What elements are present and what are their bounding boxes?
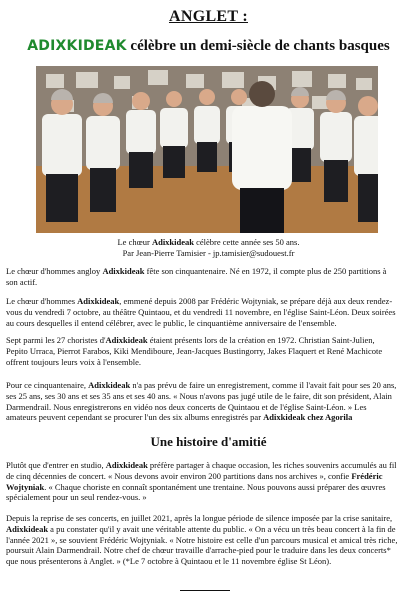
p5-text-mid: préfère partager à chaque occasion, les riches souvenirs accumulés au fil de cinq décennies de concert. « Nous devons avoir environ 200 partitions dans nos archives », confie bbox=[6, 460, 397, 481]
caption-byline: Par Jean-Pierre Tamisier - jp.tamisier@sudouest.fr bbox=[122, 248, 295, 258]
p2-text-end: , emmené depuis 2008 par Frédéric Wojtyniak, se prépare déjà aux deux rendez-vous du vendredi 7 octobre, au théâtre Quintaou, et du vendredi 11 novembre, en l'église Saint-Léon. Deux soirées au cours desquelles il entend célébrer, avec le public, le cinquantième anniversaire de l'ensemble. bbox=[6, 296, 396, 328]
caption-brand: Adixkideak bbox=[151, 237, 194, 247]
paragraph-repertoire bbox=[6, 460, 398, 503]
paragraph-founders bbox=[6, 335, 398, 367]
photo-caption bbox=[0, 237, 417, 259]
p6-text-end: a pu constater qu'il y avait une véritable attente du public. « On a vécu un très beau concert à la fin de l'année 2021 », se souvient Frédéric Wojtyniak. « Notre histoire est celle d'un parcours musical et amical très riche, poursuit Alain Darmendrail. Notre chef de chœur travaille d'arrache-pied pour le traduire dans les deux concerts* que nous présenterons à Anglet. » (*Le 7 octobre à Quintaou et le 11 novembre église St Léon). bbox=[6, 523, 398, 567]
caption-line-1 bbox=[0, 237, 417, 248]
paragraph-intro bbox=[6, 266, 398, 288]
p6-brand: Adixkideak bbox=[6, 523, 49, 534]
p1-text: Le chœur d'hommes angloy bbox=[6, 266, 103, 276]
paragraph-reprise bbox=[6, 513, 398, 567]
p3-text: Sept parmi les 27 choristes d' bbox=[6, 335, 106, 345]
p4-brand: Adixkideak bbox=[88, 380, 131, 390]
caption-text: Le chœur bbox=[117, 237, 152, 247]
headline-text: célèbre un demi-siècle de chants basques bbox=[130, 38, 390, 54]
p5-brand: Adixkideak bbox=[105, 460, 148, 470]
headline bbox=[0, 38, 417, 55]
p3-text-end: étaient présents lors de la création en 1972. Christian Saint-Julien, Pepito Urraca, Pierrot Farabos, Kiki Mendiboure, Jean-Jacques Bustingorry, Jakes Flaquert et René Machicote offrent toujours leurs voix à l'ensemble. bbox=[6, 335, 383, 367]
section-heading: Une histoire d'amitié bbox=[150, 434, 267, 449]
p5-text-end: . « Chaque choriste en connaît spontanément une trentaine. Nous pouvons aussi préparer des œuvres spécialement pour un seul rendez-vous. » bbox=[6, 481, 386, 503]
p2-brand: Adixkideak bbox=[77, 296, 120, 306]
caption-text-end: célèbre cette année ses 50 ans. bbox=[194, 237, 300, 247]
p5-conductor-name: Frédéric Wojtyniak bbox=[6, 470, 383, 492]
p5-text: Plutôt que d'entrer en studio, bbox=[6, 460, 106, 470]
brand-logo-text: ADIXKIDEAK bbox=[27, 38, 127, 54]
paragraph-concerts bbox=[6, 296, 398, 328]
p1-text-end: fête son cinquantenaire. Né en 1972, il compte plus de 250 partitions à son actif. bbox=[6, 266, 387, 287]
p4-text: Pour ce cinquantenaire, bbox=[6, 380, 89, 390]
p4-label-name: Adixkideak chez Agorila bbox=[263, 412, 353, 423]
p3-brand: Adixkideak bbox=[105, 335, 148, 345]
page-title: ANGLET : bbox=[168, 8, 248, 25]
paragraph-recordings bbox=[6, 380, 398, 423]
p4-text-mid: n'a pas prévu de faire un enregistrement, comme il l'avait fait pour ses 20 ans, ses 25 ans, ses 30 ans et ses 35 ans et ses 40 ans. « Nous n'avons pas jugé utile de le faire, dit son président, Alain Darmendrail. Nous enregistrerons en vidéo nos deux concerts de Quintaou et de l'église Saint-Léon. » Les amateurs peuvent cependant se procurer l'un des six albums enregistrés par bbox=[6, 380, 397, 423]
p1-brand: Adixkideak bbox=[102, 266, 145, 276]
choir-photo bbox=[36, 66, 378, 233]
end-rule bbox=[180, 590, 230, 591]
choir-photo-illustration bbox=[36, 66, 378, 233]
p2-text: Le chœur d'hommes bbox=[6, 296, 78, 306]
p6-text: Depuis la reprise de ses concerts, en juillet 2021, après la longue période de silence imposée par la crise sanitaire, bbox=[6, 513, 393, 523]
